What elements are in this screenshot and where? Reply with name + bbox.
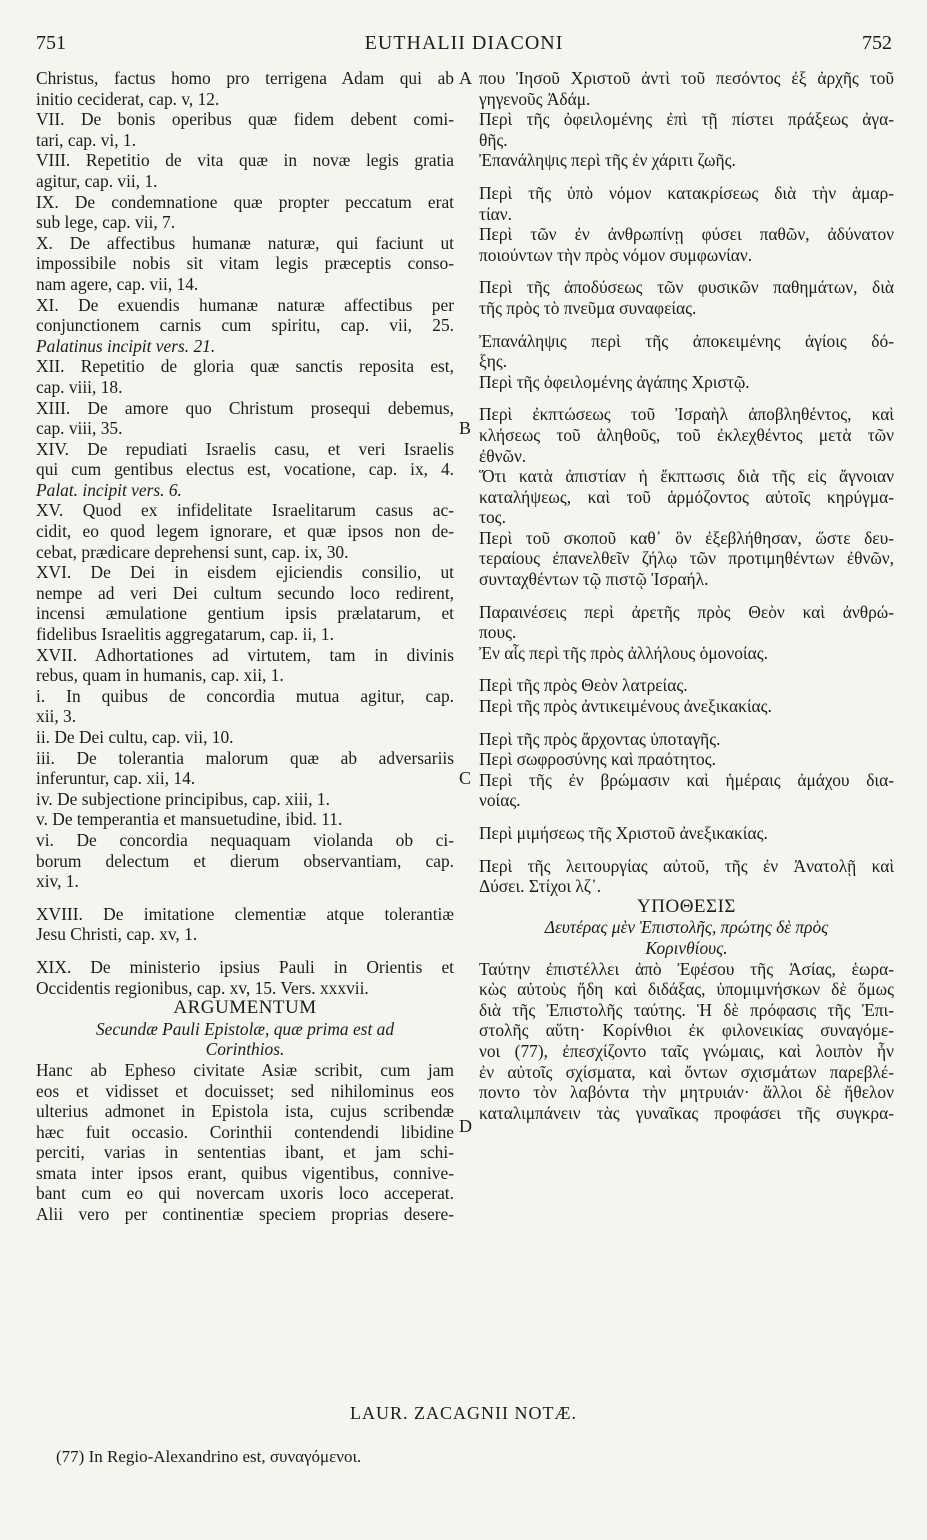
greek-line: πους.: [479, 622, 517, 643]
greek-line: διὰ τῆς Ἐπιστολῆς ταύτης. Ἡ δὲ πρόφασις τῆς Ἐπι-: [479, 999, 894, 1020]
greek-line: καταλήψεως, καὶ τοῦ ἁρμόζοντος αὐτοῖς κηρύγμα-: [479, 486, 894, 507]
greek-line: νοίας.: [479, 790, 521, 811]
latin-line: XVIII. De imitatione clementiæ atque tolerantiæ: [36, 903, 454, 924]
latin-line: XVII. Adhortationes ad virtutem, tam in divinis: [36, 644, 454, 665]
spacer: [479, 171, 894, 183]
greek-line: Περὶ τῆς πρὸς ἄρχοντας ὑποταγῆς.: [479, 728, 721, 749]
latin-line: X. De affectibus humanæ naturæ, qui faciunt ut: [36, 232, 454, 253]
latin-line: smata inter ipsos erant, quibus vigentibus, connive-: [36, 1162, 454, 1183]
latin-line: qui cum gentibus electus est, vocatione, cap. ix, 4.: [36, 459, 454, 480]
footnote: (77) In Regio-Alexandrino est, συναγόμενοι.: [56, 1447, 362, 1466]
greek-line: Ὅτι κατὰ ἀπιστίαν ἡ ἔκπτωσις διὰ τῆς εἰς ἄγνοιαν: [479, 466, 894, 487]
greek-line: καταλιμπάνειν τὰς γυναῖκας προφάσει τῆς συγκρα-: [479, 1102, 894, 1123]
latin-line: inferuntur, cap. xii, 14.: [36, 768, 196, 789]
latin-line: XVI. De Dei in eisdem ejiciendis consilio, ut: [36, 562, 454, 583]
spacer: [36, 892, 454, 904]
greek-line: Ἐπανάληψις περὶ τῆς ἐν χάριτι ζωῆς.: [479, 150, 736, 171]
spacer: [479, 663, 894, 675]
spacer: [479, 590, 894, 602]
latin-line: perciti, varias in sententias ibant, et jam schi-: [36, 1142, 454, 1163]
page-number-left: 751: [36, 32, 66, 54]
latin-line: XV. Quod ex infidelitate Israelitarum casus ac-: [36, 500, 454, 521]
latin-line: IX. De condemnatione quæ propter peccatum erat: [36, 191, 454, 212]
latin-line: ii. De Dei cultu, cap. vii, 10.: [36, 727, 234, 747]
greek-line: Περὶ τῆς λειτουργίας αὐτοῦ, τῆς ἐν Ἀνατολῇ καὶ: [479, 855, 894, 876]
running-header: [36, 32, 892, 58]
greek-line: ἐν αὐτοῖς σχίσματα, καὶ ὄντων σχισμάτων παρεβλέ-: [479, 1061, 894, 1082]
latin-line: XIX. De ministerio ipsius Pauli in Orientis et: [36, 956, 454, 977]
greek-line: τος.: [479, 507, 506, 528]
latin-line: nempe ad veri Dei cultum secundo loco redirent,: [36, 582, 454, 603]
margin-marker-c: C: [459, 768, 472, 788]
margin-marker-a: A: [459, 68, 472, 88]
running-title: EUTHALII DIACONI: [364, 32, 564, 54]
greek-line: Δύσει. Στίχοι λζ᾽.: [479, 876, 602, 897]
latin-line: iii. De tolerantia malorum quæ ab adversariis: [36, 747, 454, 768]
greek-line: θῆς.: [479, 129, 508, 150]
greek-line: ποιούντων τὴν πρὸς νόμον συμφωνίαν.: [479, 244, 753, 265]
latin-line: XIII. De amore quo Christum prosequi debemus,: [36, 397, 454, 418]
latin-line: VII. De bonis operibus quæ fidem debent comi-: [36, 109, 454, 130]
hypothesis-subtitle: Δευτέρας μὲν Ἐπιστολῆς, πρώτης δὲ πρὸς: [544, 917, 829, 938]
latin-line: iv. De subjectione principibus, cap. xiii, 1.: [36, 788, 330, 809]
latin-line: borum delectum et dierum observantiam, cap.: [36, 850, 454, 871]
greek-line: Περὶ ἐκπτώσεως τοῦ Ἰσραὴλ ἀποβληθέντος, καὶ: [479, 404, 894, 425]
argumentum-subtitle: Secundæ Pauli Epistolæ, quæ prima est ad: [95, 1018, 395, 1039]
greek-line: κλήσεως τοῦ ἀληθοῦς, τοῦ ἐκλεχθέντος μετὰ τῶν: [479, 424, 894, 445]
latin-line: xii, 3.: [36, 706, 77, 727]
latin-line: XI. De exuendis humanæ naturæ affectibus per: [36, 294, 454, 315]
greek-line: Περὶ τῆς πρὸς Θεὸν λατρείας.: [479, 675, 688, 696]
spacer: [479, 717, 894, 729]
greek-line: ἐθνῶν.: [479, 445, 527, 466]
latin-line: Christus, factus homo pro terrigena Adam qui ab: [36, 68, 454, 88]
greek-line: Περὶ σωφροσύνης καὶ πραότητος.: [479, 749, 716, 770]
greek-line: που Ἰησοῦ Χριστοῦ ἀντὶ τοῦ πεσόντος ἐξ ἀρχῆς τοῦ: [479, 68, 894, 88]
greek-line: Ἐπανάληψις περὶ τῆς ἀποκειμένης ἁγίοις δό-: [479, 330, 894, 351]
greek-line: τίαν.: [479, 203, 512, 224]
latin-line: i. In quibus de concordia mutua agitur, cap.: [36, 685, 454, 706]
latin-line: Hanc ab Epheso civitate Asiæ scribit, cum jam: [36, 1059, 454, 1080]
spacer: [479, 392, 894, 404]
greek-line: Περὶ τῆς ὀφειλομένης ἀγάπης Χριστῷ.: [479, 371, 750, 392]
latin-line: Alii vero per continentiæ speciem proprias desere-: [36, 1204, 454, 1225]
greek-line: Περὶ τῆς ἀποδύσεως τῶν φυσικῶν παθημάτων, διὰ: [479, 277, 894, 298]
greek-line: κὼς αὐτοὺς ἤδη καὶ διδάξας, ὑπομιμνήσκων δὲ ὅμως: [479, 979, 894, 1000]
latin-line: v. De temperantia et mansuetudine, ibid. 11.: [36, 809, 343, 830]
greek-column: [479, 68, 894, 1123]
notes-heading: LAUR. ZACAGNII NOTÆ.: [350, 1403, 577, 1423]
latin-line: agitur, cap. vii, 1.: [36, 170, 158, 191]
greek-line: Παραινέσεις περὶ ἀρετῆς πρὸς Θεὸν καὶ ἀνθρώ-: [479, 601, 894, 622]
greek-line: γηγενοῦς Ἀδάμ.: [479, 88, 591, 109]
greek-line: τῆς πρὸς τὸ πνεῦμα συναφείας.: [479, 297, 697, 318]
spacer: [479, 265, 894, 277]
latin-line: cebat, prædicare deprehensi sunt, cap. ix, 30.: [36, 541, 349, 562]
greek-line: συνταχθέντων τῷ πιστῷ Ἰσραήλ.: [479, 569, 709, 590]
greek-line: Ἐν αἷς περὶ τῆς πρὸς ἀλλήλους ὁμονοίας.: [479, 642, 768, 663]
latin-line: xiv, 1.: [36, 871, 79, 892]
greek-line: Περὶ τοῦ σκοποῦ καθ᾽ ὃν ἐξεβλήθησαν, ὥστε δευ-: [479, 527, 894, 548]
latin-line: Palatinus incipit vers. 21.: [36, 335, 216, 356]
greek-line: ποντο τὸν λαβόντα τὴν μητρυιάν· ἄλλοι δὲ ἤθελον: [479, 1082, 894, 1103]
latin-line: sub lege, cap. vii, 7.: [36, 212, 176, 233]
latin-line: rebus, quam in humanis, cap. xii, 1.: [36, 665, 284, 686]
greek-line: Περὶ τῆς ὀφειλομένης ἐπὶ τῇ πίστει πράξεως ἀγα-: [479, 109, 894, 130]
latin-column: [36, 68, 454, 1225]
latin-line: cap. viii, 35.: [36, 418, 123, 439]
spacer: [36, 945, 454, 957]
latin-line: hæc fuit occasio. Corinthii contendendi libidine: [36, 1121, 454, 1142]
greek-line: Περὶ τῶν ἐν ἀνθρωπίνῃ φύσει παθῶν, ἀδύνατον: [479, 224, 894, 245]
latin-line: impossibile nobis sit vitam legis præceptis conso-: [36, 253, 454, 274]
page-number-right: 752: [862, 32, 892, 54]
greek-line: Περὶ τῆς ἐν βρώμασιν καὶ ἡμέραις ἀμάχου δια-: [479, 769, 894, 790]
latin-line: eos et vidisset et docuisset; sed nihilominus eos: [36, 1080, 454, 1101]
latin-line: initio ceciderat, cap. v, 12.: [36, 88, 220, 109]
latin-line: XII. Repetitio de gloria quæ sanctis reposita est,: [36, 356, 454, 377]
hypothesis-heading: ΥΠΟΘΕΣΙΣ: [637, 896, 736, 917]
latin-line: Occidentis regionibus, cap. xv, 15. Vers. xxxvii.: [36, 977, 369, 998]
latin-line: tari, cap. vi, 1.: [36, 129, 136, 150]
latin-line: Palat. incipit vers. 6.: [36, 479, 182, 500]
latin-line: Jesu Christi, cap. xv, 1.: [36, 924, 198, 945]
spacer: [479, 319, 894, 331]
latin-line: XIV. De repudiati Israelis casu, et veri Israelis: [36, 438, 454, 459]
argumentum-heading: ARGUMENTUM: [173, 998, 317, 1019]
latin-line: nam agere, cap. vii, 14.: [36, 273, 199, 294]
margin-marker-d: D: [459, 1116, 472, 1136]
latin-line: cap. viii, 18.: [36, 376, 123, 397]
greek-line: ξης.: [479, 351, 508, 372]
latin-line: ulterius admonet in Epistola ista, cujus scribendæ: [36, 1101, 454, 1122]
latin-line: incensi æmulatione gentium ipsis prælatarum, et: [36, 603, 454, 624]
argumentum-subtitle: Corinthios.: [205, 1039, 285, 1060]
latin-line: vi. De concordia nequaquam violanda ob ci-: [36, 829, 454, 850]
greek-line: Ταύτην ἐπιστέλλει ἀπὸ Ἐφέσου τῆς Ἀσίας, ἑωρα-: [479, 958, 894, 979]
greek-line: Περὶ τῆς ὑπὸ νόμον κατακρίσεως διὰ τὴν ἁμαρ-: [479, 182, 894, 203]
greek-line: Περὶ τῆς πρὸς ἀντικειμένους ἀνεξικακίας.: [479, 696, 772, 717]
margin-marker-b: B: [459, 418, 472, 438]
greek-line: Περὶ μιμήσεως τῆς Χριστοῦ ἀνεξικακίας.: [479, 823, 768, 843]
latin-line: conjunctionem carnis cum spiritu, cap. vii, 25.: [36, 315, 454, 336]
greek-line: τεραίους ἐπανελθεῖν ζήλῳ τῶν προτιμηθέντων ἐθνῶν,: [479, 548, 894, 569]
latin-line: VIII. Repetitio de vita quæ in novæ legis gratia: [36, 150, 454, 171]
hypothesis-subtitle: Κορινθίους.: [645, 937, 728, 958]
latin-line: cidit, eo quod legem ignorare, et quæ ipsos non de-: [36, 521, 454, 542]
spacer: [479, 811, 894, 823]
greek-line: νοι (77), ἐπεσχίζοντο ταῖς γνώμαις, καὶ λοιπὸν ἦν: [479, 1040, 894, 1061]
greek-line: στολῆς αὕτη· Κορίνθιοι ἐκ φιλονεικίας συναγόμε-: [479, 1020, 894, 1041]
spacer: [479, 844, 894, 856]
latin-line: bant cum eo qui novercam uxoris loco acceperat.: [36, 1183, 454, 1204]
latin-line: fidelibus Israelitis aggregatarum, cap. ii, 1.: [36, 624, 334, 645]
